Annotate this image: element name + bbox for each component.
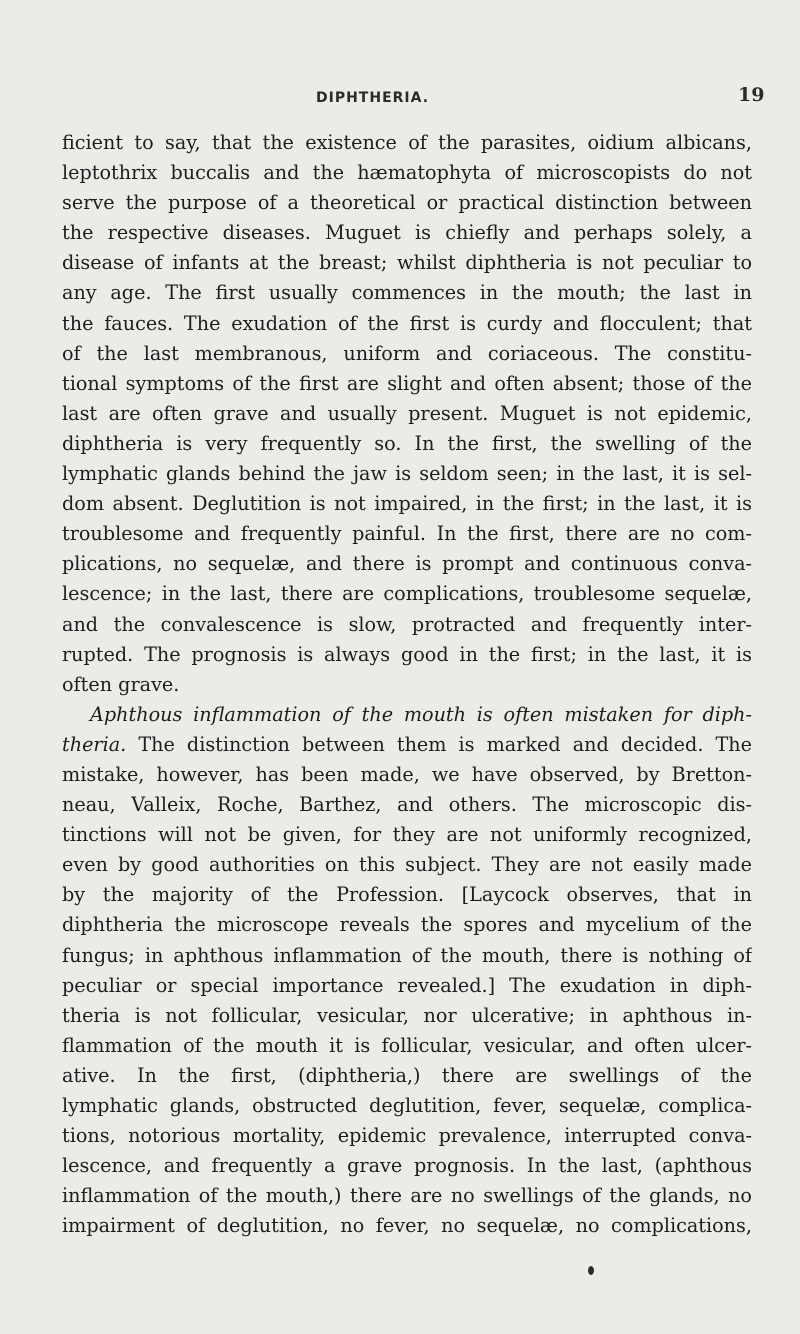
text-line: tinctions will not be given, for they are not uniformly recognized,: [62, 823, 752, 847]
text-line: [62, 730, 752, 760]
text-line: disease of infants at the breast; whilst diphtheria is not peculiar to: [62, 251, 752, 275]
text-line: ficient to say, that the existence of the parasites, oidium albicans,: [62, 131, 752, 154]
running-title: DIPHTHERIA.: [316, 90, 430, 106]
section-heading-line: Aphthous inflammation of the mouth is often mistaken for diph-: [90, 702, 752, 726]
text-line: fungus; in aphthous inflammation of the mouth, there is nothing of: [62, 943, 752, 967]
text-line: peculiar or special importance revealed.] The exudation in diph-: [62, 973, 752, 997]
body-text: [62, 128, 752, 1241]
text-line: dom absent. Deglutition is not impaired, in the first; in the last, it is: [62, 492, 752, 516]
text-line: often grave.: [62, 672, 180, 696]
text-line: theria is not follicular, vesicular, nor ulcerative; in aphthous in-: [62, 1003, 752, 1027]
text-line: any age. The first usually commences in the mouth; the last in: [62, 281, 752, 305]
text-line: and the convalescence is slow, protracted and frequently inter-: [62, 612, 752, 636]
text-line: mistake, however, has been made, we have observed, by Bretton-: [62, 762, 752, 786]
ink-mark: [588, 1266, 594, 1275]
text-line: troublesome and frequently painful. In the first, there are no com-: [62, 522, 752, 546]
text-line: diphtheria is very frequently so. In the first, the swelling of the: [62, 431, 752, 455]
page-number: 19: [738, 84, 765, 106]
text-line: flammation of the mouth it is follicular, vesicular, and often ulcer-: [62, 1033, 752, 1057]
text-line: plications, no sequelæ, and there is prompt and continuous conva-: [62, 552, 752, 576]
text-line: impairment of deglutition, no fever, no sequelæ, no complications,: [62, 1214, 752, 1238]
text-line: lymphatic glands behind the jaw is seldom seen; in the last, it is sel-: [62, 462, 752, 486]
text-line: rupted. The prognosis is always good in the first; in the last, it is: [62, 642, 752, 666]
text-line: last are often grave and usually present. Muguet is not epidemic,: [62, 401, 752, 425]
text-line: diphtheria the microscope reveals the spores and mycelium of the: [62, 913, 752, 937]
text-line: leptothrix buccalis and the hæmatophyta of microscopists do not: [62, 161, 752, 185]
text-line: lescence; in the last, there are complications, troublesome sequelæ,: [62, 582, 752, 606]
text-line: neau, Valleix, Roche, Barthez, and others. The microscopic dis-: [62, 793, 752, 817]
text-line: tional symptoms of the first are slight and often absent; those of the: [62, 371, 752, 395]
text-line: lescence, and frequently a grave prognosis. In the last, (aphthous: [62, 1154, 752, 1178]
text-line: of the last membranous, uniform and coriaceous. The constitu-: [62, 341, 752, 365]
text-line: by the majority of the Profession. [Laycock observes, that in: [62, 883, 752, 907]
text-line: serve the purpose of a theoretical or practical distinction between: [62, 191, 752, 215]
section-heading-end: theria.: [62, 732, 127, 756]
text-line: the fauces. The exudation of the first is curdy and flocculent; that: [62, 311, 752, 335]
text-line: lymphatic glands, obstructed deglutition, fever, sequelæ, complica-: [62, 1094, 752, 1117]
text-line: even by good authorities on this subject. They are not easily made: [62, 853, 752, 877]
text-line: tions, notorious mortality, epidemic prevalence, interrupted conva-: [62, 1124, 752, 1148]
text-line: the respective diseases. Muguet is chiefly and perhaps solely, a: [62, 221, 752, 245]
text-run: The distinction between them is marked and decided. The: [126, 732, 752, 756]
text-line: ative. In the first, (diphtheria,) there are swellings of the: [62, 1063, 752, 1087]
text-line: inflammation of the mouth,) there are no swellings of the glands, no: [62, 1184, 752, 1208]
